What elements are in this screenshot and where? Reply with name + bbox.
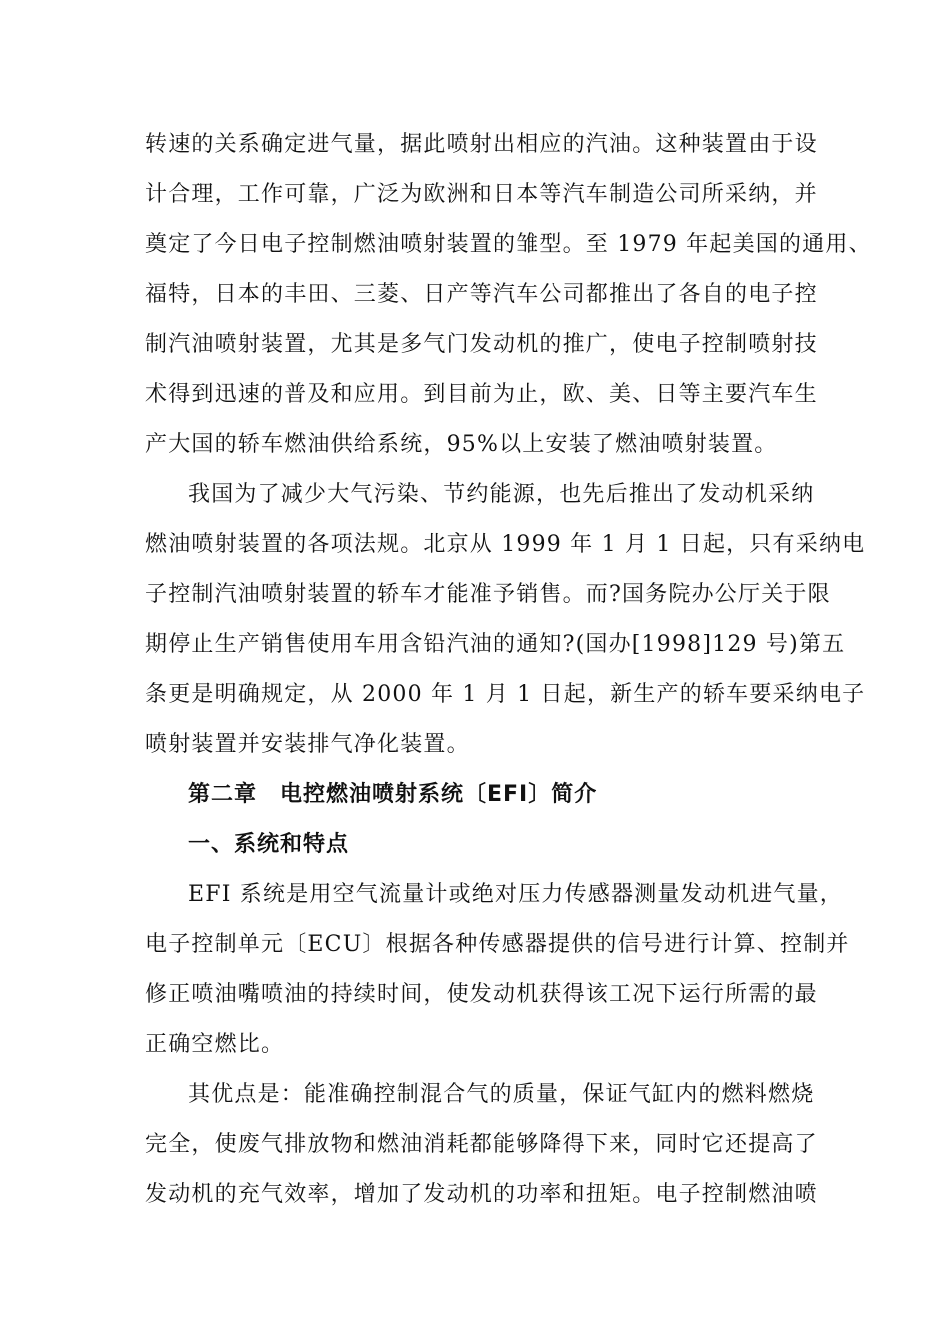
body-text-line: 完全，使废气排放物和燃油消耗都能够降得下来，同时它还提高了 (145, 1132, 818, 1157)
body-text-line: 电子控制单元〔ECU〕根据各种传感器提供的信号进行计算、控制并 (145, 932, 850, 957)
body-text-line: 喷射装置并安装排气净化装置。 (145, 732, 470, 757)
body-text-line: 制汽油喷射装置，尤其是多气门发动机的推广，使电子控制喷射技 (145, 332, 818, 357)
body-text-line: 计合理，工作可靠，广泛为欧洲和日本等汽车制造公司所采纳，并 (145, 182, 818, 207)
body-text-line: 产大国的轿车燃油供给系统，95%以上安装了燃油喷射装置。 (145, 432, 778, 457)
body-text-line: 期停止生产销售使用车用含铅汽油的通知?(国办[1998]129 号)第五 (145, 632, 846, 657)
body-text-line: 奠定了今日电子控制燃油喷射装置的雏型。至 1979 年起美国的通用、 (145, 232, 872, 257)
body-text-line: 子控制汽油喷射装置的轿车才能准予销售。而?国务院办公厅关于限 (145, 582, 831, 607)
body-text-line: 正确空燃比。 (145, 1032, 285, 1057)
chapter-heading: 第二章 电控燃油喷射系统〔EFI〕简介 (188, 782, 598, 807)
paragraph-first-line: 其优点是：能准确控制混合气的质量，保证气缸内的燃料燃烧 (188, 1082, 815, 1107)
body-text-line: 术得到迅速的普及和应用。到目前为止，欧、美、日等主要汽车生 (145, 382, 818, 407)
body-text-line: 福特，日本的丰田、三菱、日产等汽车公司都推出了各自的电子控 (145, 282, 818, 307)
paragraph-first-line: EFI 系统是用空气流量计或绝对压力传感器测量发动机进气量， (188, 882, 844, 907)
body-text-line: 转速的关系确定进气量，据此喷射出相应的汽油。这种装置由于设 (145, 132, 818, 157)
body-text-line: 发动机的充气效率，增加了发动机的功率和扭矩。电子控制燃油喷 (145, 1182, 818, 1207)
body-text-line: 修正喷油嘴喷油的持续时间，使发动机获得该工况下运行所需的最 (145, 982, 818, 1007)
paragraph-first-line: 我国为了减少大气污染、节约能源，也先后推出了发动机采纳 (188, 482, 815, 507)
section-heading: 一、系统和特点 (188, 832, 350, 857)
body-text-line: 条更是明确规定，从 2000 年 1 月 1 日起，新生产的轿车要采纳电子 (145, 682, 866, 707)
body-text-line: 燃油喷射装置的各项法规。北京从 1999 年 1 月 1 日起，只有采纳电 (145, 532, 866, 557)
